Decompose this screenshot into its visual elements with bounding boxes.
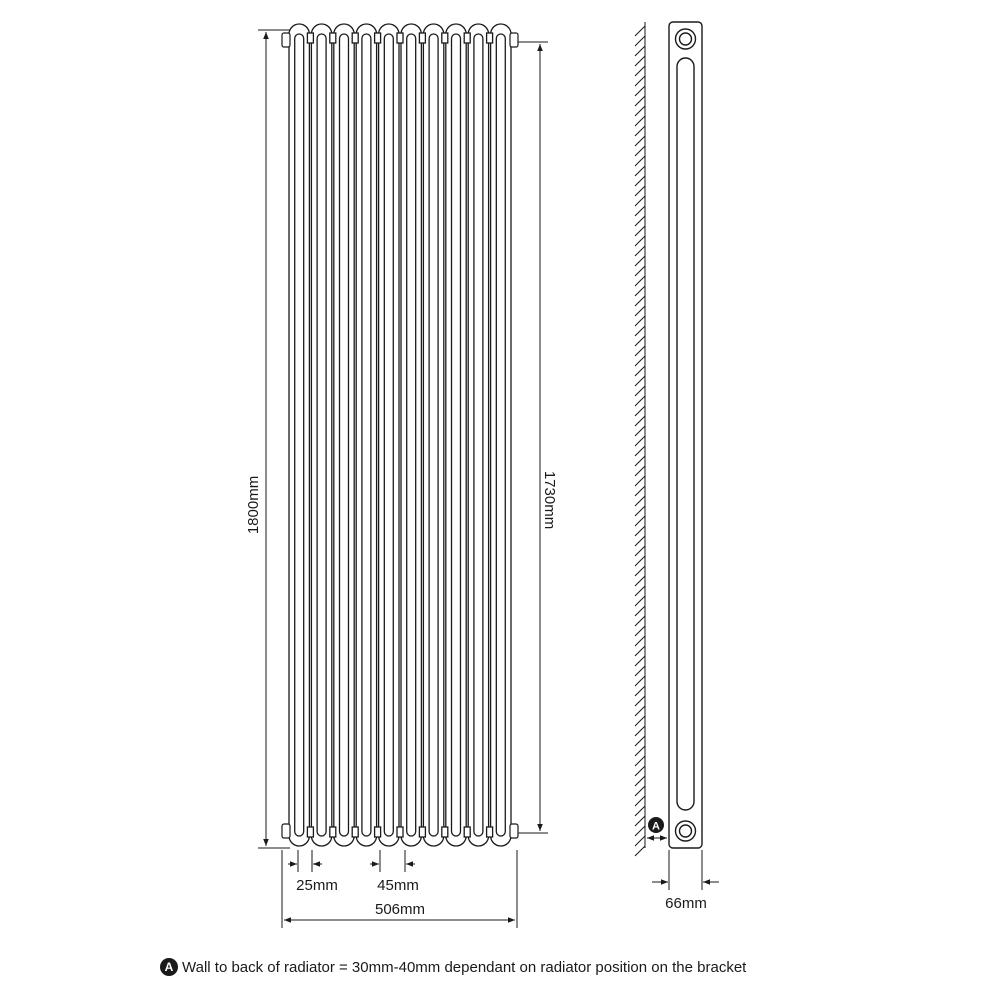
hatch-line: [635, 796, 645, 806]
radiator-column: [468, 24, 488, 846]
header-link: [330, 33, 336, 43]
hatch-line: [635, 556, 645, 566]
hatch-line: [635, 366, 645, 376]
hatch-line: [635, 166, 645, 176]
hatch-line: [635, 726, 645, 736]
hatch-line: [635, 356, 645, 366]
hatch-line: [635, 276, 645, 286]
hatch-line: [635, 236, 645, 246]
header-link: [442, 827, 448, 837]
hatch-line: [635, 246, 645, 256]
hatch-line: [635, 316, 645, 326]
hatch-line: [635, 696, 645, 706]
header-link: [487, 33, 493, 43]
header-link: [464, 33, 470, 43]
hatch-line: [635, 186, 645, 196]
hatch-line: [635, 46, 645, 56]
pipe-centres-label: 1730mm: [541, 470, 558, 530]
hatch-line: [635, 346, 645, 356]
radiator-column: [379, 24, 399, 846]
hatch-line: [635, 826, 645, 836]
hatch-line: [635, 786, 645, 796]
hatch-line: [635, 136, 645, 146]
centres-dimension: [518, 42, 548, 833]
hatch-line: [635, 106, 645, 116]
hatch-line: [635, 806, 645, 816]
header-link: [397, 33, 403, 43]
hatch-line: [635, 626, 645, 636]
header-link: [442, 33, 448, 43]
hatch-line: [635, 846, 645, 856]
hatch-line: [635, 36, 645, 46]
hatch-line: [635, 426, 645, 436]
hatch-line: [635, 196, 645, 206]
hatch-line: [635, 326, 645, 336]
hatch-line: [635, 396, 645, 406]
hatch-line: [635, 126, 645, 136]
hatch-line: [635, 716, 645, 726]
hatch-line: [635, 596, 645, 606]
hatch-line: [635, 456, 645, 466]
hatch-line: [635, 76, 645, 86]
header-link: [375, 33, 381, 43]
hatch-line: [635, 296, 645, 306]
hatch-line: [635, 706, 645, 716]
radiator-column: [311, 24, 331, 846]
header-link: [307, 33, 313, 43]
hatch-line: [635, 96, 645, 106]
hatch-line: [635, 446, 645, 456]
hatch-line: [635, 436, 645, 446]
overall-height-label: 1800mm: [245, 475, 262, 535]
radiator-column: [446, 24, 466, 846]
hatch-line: [635, 586, 645, 596]
header-link: [419, 33, 425, 43]
hatch-line: [635, 536, 645, 546]
radiator-column: [289, 24, 309, 846]
hatch-line: [635, 686, 645, 696]
height-dimension: [258, 30, 290, 848]
hatch-line: [635, 26, 645, 36]
radiator-columns: [289, 24, 511, 846]
hatch-line: [635, 816, 645, 826]
wall-gap-marker: [647, 817, 667, 838]
radiator-column: [423, 24, 443, 846]
hatch-line: [635, 756, 645, 766]
depth-dimension: [652, 850, 719, 890]
header-link: [375, 827, 381, 837]
hatch-line: [635, 666, 645, 676]
hatch-line: [635, 836, 645, 846]
hatch-line: [635, 646, 645, 656]
hatch-line: [635, 146, 645, 156]
header-link: [464, 827, 470, 837]
column-width-dimension: [288, 850, 415, 872]
hatch-line: [635, 506, 645, 516]
header-link: [419, 827, 425, 837]
header-link: [307, 827, 313, 837]
header-link: [352, 827, 358, 837]
hatch-line: [635, 496, 645, 506]
column-width-label: 25mm: [296, 877, 338, 894]
hatch-line: [635, 156, 645, 166]
hatch-line: [635, 566, 645, 576]
header-link: [330, 827, 336, 837]
hatch-line: [635, 736, 645, 746]
hatch-line: [635, 256, 645, 266]
hatch-line: [635, 636, 645, 646]
hatch-line: [635, 176, 645, 186]
radiator-column: [491, 24, 511, 846]
hatch-line: [635, 86, 645, 96]
radiator-column: [356, 24, 376, 846]
hatch-line: [635, 576, 645, 586]
hatch-line: [635, 116, 645, 126]
hatch-line: [635, 336, 645, 346]
hatch-line: [635, 376, 645, 386]
footnote-text: Wall to back of radiator = 30mm-40mm dependant on radiator position on the bracket: [182, 958, 747, 976]
hatch-line: [635, 486, 645, 496]
hatch-line: [635, 266, 645, 276]
depth-label: 66mm: [665, 895, 707, 912]
hatch-line: [635, 606, 645, 616]
hatch-line: [635, 466, 645, 476]
column-spacing-label: 45mm: [377, 877, 419, 894]
radiator-column: [401, 24, 421, 846]
marker-a-badge: A: [160, 958, 178, 976]
overall-width-label: 506mm: [374, 901, 426, 918]
hatch-line: [635, 776, 645, 786]
hatch-line: [635, 546, 645, 556]
hatch-line: [635, 746, 645, 756]
hatch-line: [635, 416, 645, 426]
marker-a-label: A: [652, 820, 660, 833]
hatch-line: [635, 226, 645, 236]
hatch-line: [635, 216, 645, 226]
hatch-line: [635, 526, 645, 536]
wall-hatching: [635, 22, 645, 856]
hatch-line: [635, 766, 645, 776]
hatch-line: [635, 206, 645, 216]
bracket-footnote: [160, 958, 860, 976]
hatch-line: [635, 306, 645, 316]
header-link: [397, 827, 403, 837]
hatch-line: [635, 616, 645, 626]
hatch-line: [635, 66, 645, 76]
hatch-line: [635, 656, 645, 666]
hatch-line: [635, 56, 645, 66]
hatch-line: [635, 516, 645, 526]
radiator-column: [334, 24, 354, 846]
hatch-line: [635, 286, 645, 296]
hatch-line: [635, 406, 645, 416]
hatch-line: [635, 676, 645, 686]
header-link: [487, 827, 493, 837]
header-link: [352, 33, 358, 43]
hatch-line: [635, 386, 645, 396]
hatch-line: [635, 476, 645, 486]
radiator-side-profile: [669, 22, 702, 848]
